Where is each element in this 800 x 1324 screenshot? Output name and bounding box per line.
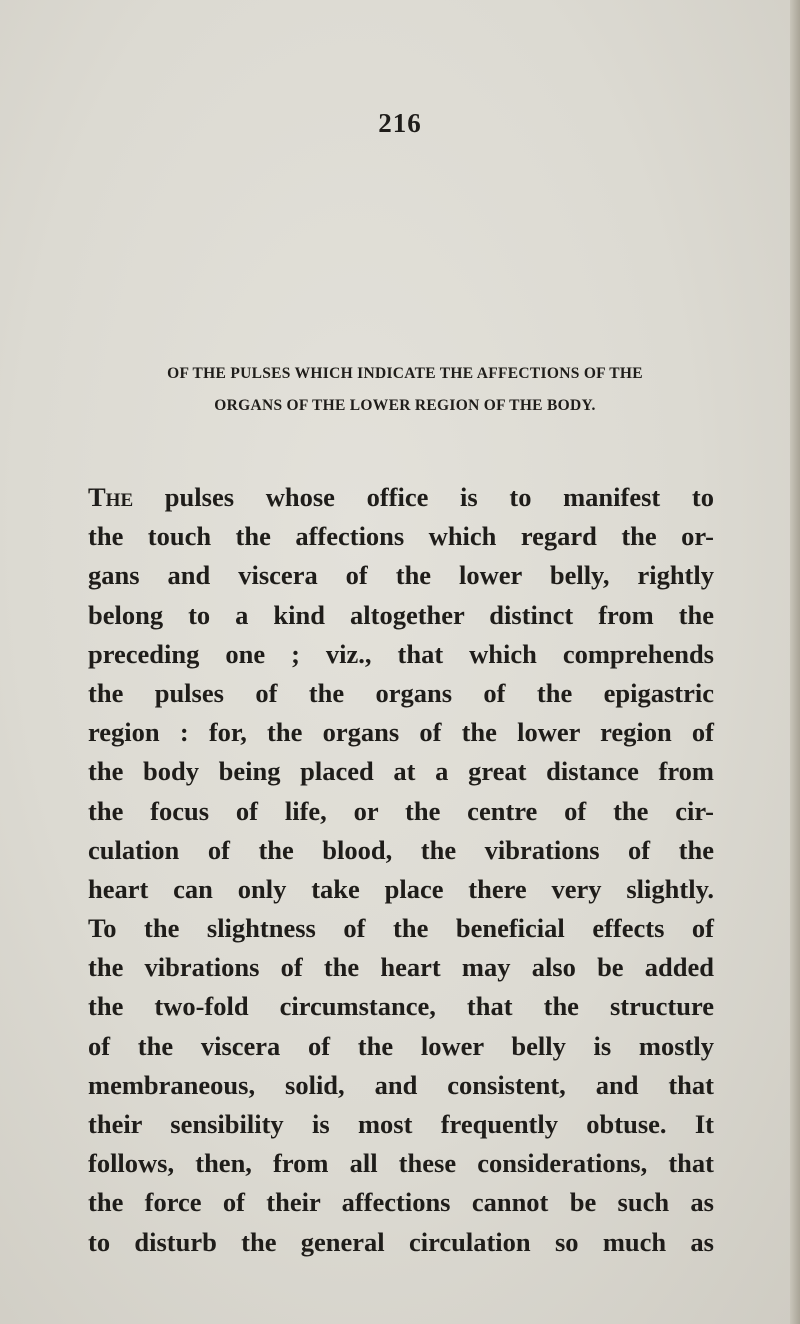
section-heading-line-2: ORGANS OF THE LOWER REGION OF THE BODY. [214,397,596,414]
text-line: the vibrations of the heart may also be added [88,952,714,983]
text-line: heart can only take place there very slightly. [88,873,714,904]
page-number: 216 [378,108,422,138]
text-line: of the viscera of the lower belly is mostly [88,1030,714,1061]
text-line: the pulses of the organs of the epigastric [88,677,714,708]
section-heading [70,358,740,422]
text-line: region : for, the organs of the lower region of [88,717,714,748]
text-line: their sensibility is most frequently obtuse. It [88,1109,714,1139]
first-line-rest: pulses whose office is to manifest to [133,482,714,512]
text-line: preceding one ; viz., that which comprehends [88,638,714,669]
body-paragraph [88,478,714,1262]
text-line: the touch the affections which regard the or- [88,521,714,552]
section-heading-line-1: OF THE PULSES WHICH INDICATE THE AFFECTIONS OF THE [167,365,643,382]
text-line: the force of their affections cannot be such as [88,1187,714,1218]
text-line: follows, then, from all these considerations, that [88,1148,714,1179]
page-edge [790,0,800,1324]
text-line: culation of the blood, the vibrations of the [88,834,714,865]
first-word: The [88,482,134,512]
text-line: the two-fold circumstance, that the structure [88,991,714,1022]
text-line: To the slightness of the beneficial effects of [88,913,714,944]
text-line: membraneous, solid, and consistent, and that [88,1069,714,1100]
text-line: the focus of life, or the centre of the cir- [88,795,714,826]
text-line: gans and viscera of the lower belly, rightly [88,560,714,591]
text-line [88,478,714,517]
text-line: the body being placed at a great distance from [88,756,714,787]
text-line: belong to a kind altogether distinct from the [88,599,714,630]
text-line: to disturb the general circulation so much as [88,1226,714,1257]
